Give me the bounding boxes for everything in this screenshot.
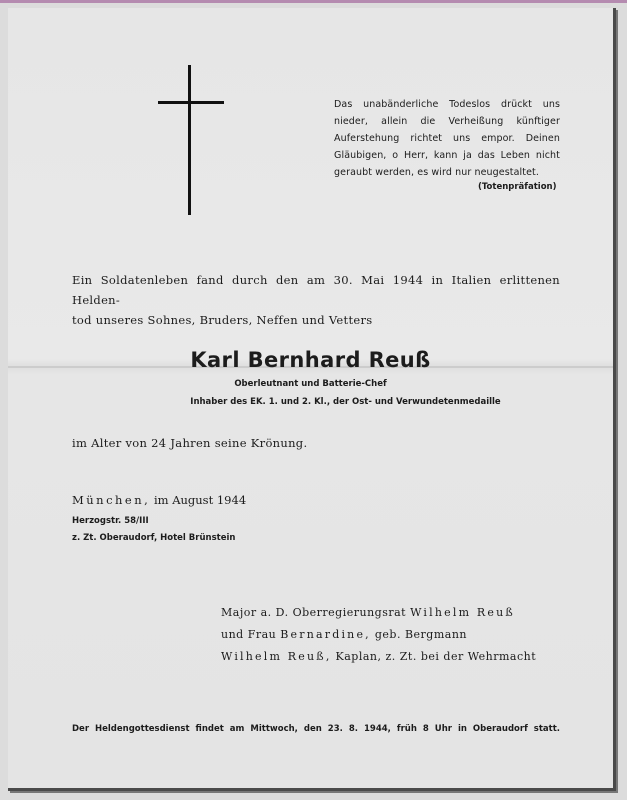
- address-line: z. Zt. Oberaudorf, Hotel Brünstein: [72, 533, 236, 543]
- intro-text: [72, 270, 560, 330]
- mourner-suffix: Kaplan, z. Zt. bei der Wehrmacht: [335, 650, 537, 663]
- deceased-honors: Inhaber des EK. 1. und 2. Kl., der Ost- und Verwundetenmedaille: [190, 397, 501, 407]
- mourner-prefix: und Frau: [221, 628, 277, 641]
- intro-line: tod unseres Sohnes, Bruders, Neffen und Vetters: [72, 313, 373, 327]
- quote-line: Das unabänderliche Todeslos drückt uns: [334, 99, 560, 110]
- mourner-line: [221, 650, 536, 663]
- mourner-prefix: Major a. D. Oberregierungsrat: [221, 606, 407, 619]
- deceased-rank: Oberleutnant und Batterie-Chef: [234, 379, 387, 389]
- place-city: München,: [72, 493, 151, 507]
- cross-icon-bar: [158, 101, 224, 104]
- place-date-text: im August 1944: [153, 493, 247, 507]
- quote-source: (Totenpräfation): [478, 182, 557, 192]
- mourner-suffix: geb. Bergmann: [374, 628, 467, 641]
- quote-line: nieder, allein die Verheißung künftiger: [334, 116, 560, 127]
- service-notice: Der Heldengottesdienst findet am Mittwoch, den 23. 8. 1944, früh 8 Uhr in Oberaudorf statt.: [72, 724, 560, 734]
- place-date: [72, 493, 246, 507]
- funeral-quote: [334, 96, 560, 181]
- mourner-name: Wilhelm Reuß,: [221, 650, 332, 663]
- deceased-name: Karl Bernhard Reuß: [190, 348, 431, 372]
- obituary-card: [8, 8, 616, 791]
- mourner-line: [221, 606, 515, 619]
- top-edge-line: [0, 0, 627, 3]
- mourner-name: Wilhelm Reuß: [410, 606, 515, 619]
- intro-line: Ein Soldatenleben fand durch den am 30. Mai 1944 in Italien erlittenen Helden-: [72, 273, 560, 307]
- address-line: Herzogstr. 58/III: [72, 516, 149, 526]
- age-line: im Alter von 24 Jahren seine Krönung.: [72, 436, 308, 450]
- quote-line: Gläubigen, o Herr, kann ja das Leben nicht: [334, 150, 560, 161]
- mourner-line: [221, 628, 467, 641]
- quote-line: Auferstehung richtet uns empor. Deinen: [334, 133, 560, 144]
- quote-line: geraubt werden, es wird nur neugestaltet.: [334, 167, 539, 178]
- mourner-name: Bernardine,: [280, 628, 371, 641]
- cross-icon: [188, 65, 191, 215]
